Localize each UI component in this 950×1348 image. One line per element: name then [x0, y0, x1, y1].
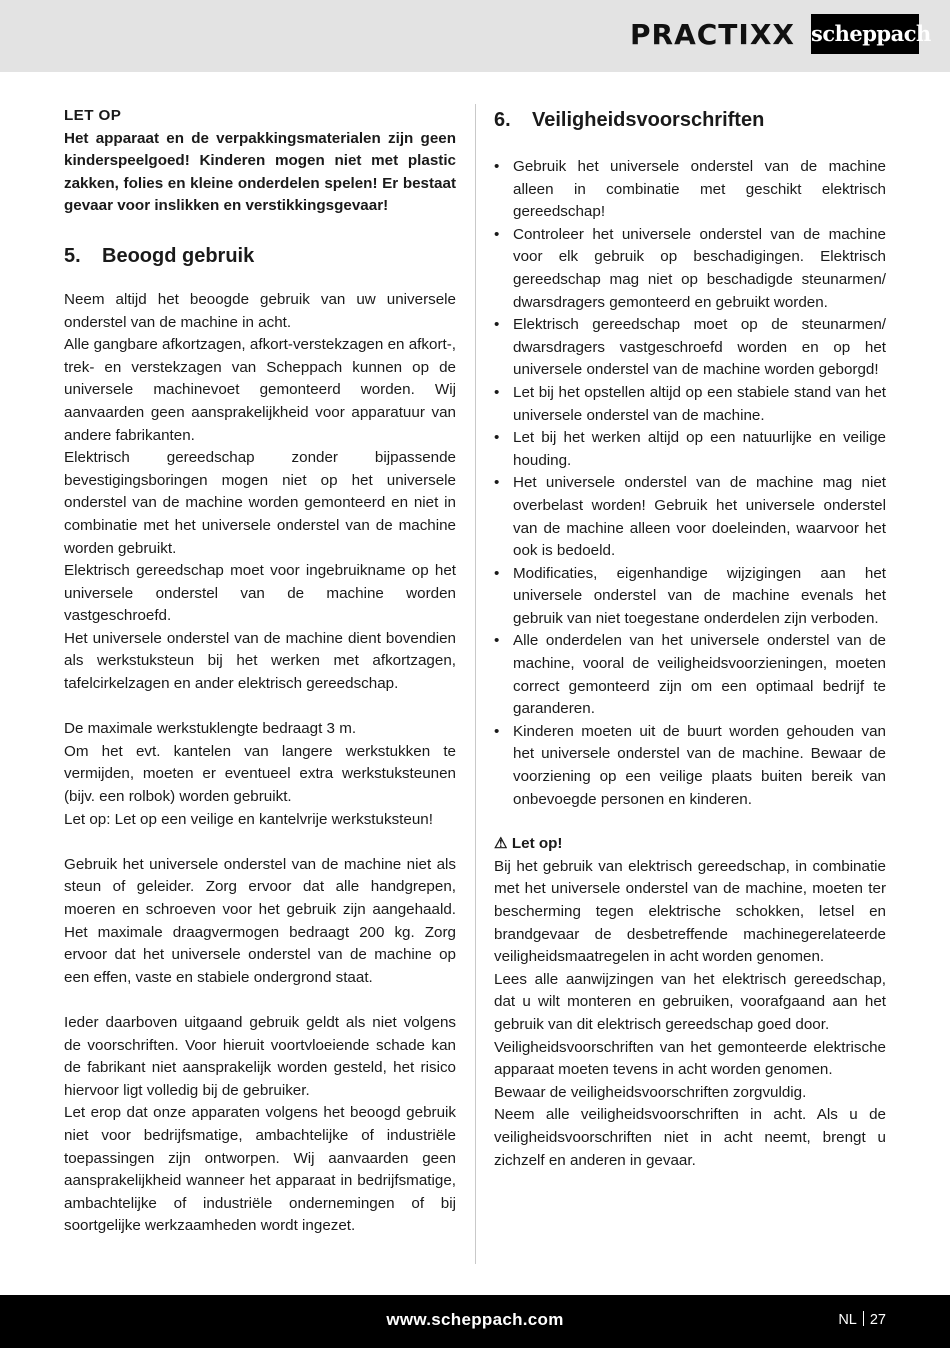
list-item: [494, 630, 886, 720]
page-footer: [0, 1295, 950, 1348]
bullet-icon: •: [494, 316, 500, 334]
left-column: [64, 105, 456, 1238]
paragraph: De maximale werkstuklengte bedraagt 3 m.: [64, 720, 357, 738]
language-code: NL: [838, 1312, 857, 1328]
section-number: 5.: [64, 244, 81, 267]
bullet-icon: •: [494, 225, 500, 243]
paragraph: Het universele onderstel van de machine dient bovendien als werkstuksteun bij het werken met afkortzagen, tafelcirkelzagen en ander elektrisch gereedschap.: [64, 629, 456, 693]
column-divider: [475, 104, 476, 1264]
list-item: [494, 721, 886, 811]
paragraph: Ieder daarboven uitgaand gebruik geldt als niet volgens de voorschriften. Voor hieruit voortvloeiende schade kan de fabrikant niet aansprakelijk worden gesteld, het risico hiervoor ligt volledig bij de gebruiker.: [64, 1013, 456, 1099]
list-item: [494, 563, 886, 631]
paragraph: Bewaar de veiligheidsvoorschriften zorgvuldig.: [494, 1083, 807, 1101]
paragraph: Lees alle aanwijzingen van het elektrisch gereedschap, dat u wilt monteren en gebruiken, voorafgaand aan het gebruik van dit elektrisch gereedschap goed door.: [494, 970, 886, 1033]
bullet-icon: •: [494, 564, 500, 582]
safety-bullet-list: [494, 156, 886, 811]
section-6-heading: [494, 107, 886, 133]
caution-title: Let op!: [511, 835, 563, 853]
bullet-icon: •: [494, 158, 500, 175]
list-item-text: Alle onderdelen van het universele onderstel van de machine, vooral de veiligheidsvoorzieningen, moeten correct gemonteerd zijn om een optimaal bedrijf te garanderen.: [513, 632, 886, 718]
page-number: 27: [869, 1312, 886, 1328]
paragraph: Om het evt. kantelen van langere werkstukken te vermijden, moeten er eventueel extra werkstuksteunen (bijv. een rolbok) worden gebruikt.: [64, 742, 456, 806]
section-title: Beoogd gebruik: [102, 244, 255, 267]
list-item-text: Let bij het werken altijd op een natuurlijke en veilige houding.: [513, 429, 886, 469]
list-item: [494, 427, 886, 472]
warning-triangle-icon: ⚠: [494, 835, 508, 853]
page-header: [0, 0, 950, 72]
list-item: [494, 382, 886, 427]
warning-text: Het apparaat en de verpakkingsmaterialen zijn geen kinderspeelgoed! Kinderen mogen niet met plastic zakken, folies en kleine onderdelen spelen! Er bestaat gevaar voor inslikken en verstikkingsgevaar!: [64, 129, 456, 215]
practixx-logo: PRACTIXX: [630, 18, 795, 51]
bullet-icon: •: [494, 632, 500, 650]
list-item-text: Modificaties, eigenhandige wijzigingen aan het universele onderstel van de machine evenals het gebruik van niet toegestane onderdelen zijn verboden.: [513, 564, 886, 627]
list-item: [494, 224, 886, 314]
separator: [863, 1311, 864, 1326]
paragraph: Veiligheidsvoorschriften van het gemonteerde elektrische apparaat moeten tevens in acht worden genomen.: [494, 1038, 886, 1079]
list-item: [494, 314, 886, 382]
list-item-text: Kinderen moeten uit de buurt worden gehouden van het universele onderstel van de machine. Bewaar de voorziening op een veilige plaats buiten bereik van onbevoegde personen en kinderen.: [513, 722, 886, 808]
list-item-text: Elektrisch gereedschap moet op de steunarmen/ dwarsdragers vastgeschroefd worden en op het universele onderstel van de machine worden geborgd!: [513, 316, 886, 379]
paragraph: Alle gangbare afkortzagen, afkort-verstekzagen en afkort-, trek- en verstekzagen van Scheppach kunnen op de universele machinevoet gemonteerd worden. Wij aanvaarden geen aansprakelijkheid voor apparatuur van andere fabrikanten.: [64, 336, 456, 444]
paragraph: Neem altijd het beoogde gebruik van uw universele onderstel van de machine in acht.: [64, 290, 456, 331]
warning-title: LET OP: [64, 107, 122, 124]
list-item: [494, 472, 886, 562]
caution-heading: [494, 833, 886, 856]
bullet-icon: •: [494, 383, 500, 401]
list-item-text: Controleer het universele onderstel van de machine voor elk gebruik op beschadigingen. Elektrisch gereedschap mag niet op beschadigde steunarmen/ dwarsdragers gemonteerd en gebruikt worden.: [513, 225, 886, 311]
bullet-icon: •: [494, 722, 500, 740]
list-item-text: Gebruik het universele onderstel van de machine alleen in combinatie met geschikt elektrisch gereedschap!: [513, 158, 886, 221]
right-column: [494, 105, 886, 1172]
paragraph: Let op: Let op een veilige en kantelvrije werkstuksteun!: [64, 810, 433, 828]
section-5-heading: [64, 243, 456, 269]
paragraph: Bij het gebruik van elektrisch gereedschap, in combinatie met het universele onderstel van de machine, moeten ter bescherming tegen elektrische schokken, letsel en brandgevaar de desbetreffende machinegerelateerde veiligheidsmaatregelen in acht worden genomen.: [494, 857, 886, 966]
page-info: [838, 1311, 886, 1328]
list-item-text: Let bij het opstellen altijd op een stabiele stand van het universele onderstel van de machine.: [513, 383, 886, 424]
website-link[interactable]: www.scheppach.com: [386, 1310, 564, 1329]
paragraph: Elektrisch gereedschap zonder bijpassende bevestigingsboringen mogen niet op het universele onderstel van de machine worden gemonteerd en niet in combinatie met het universele onderstel van de machine worden gebruikt.: [64, 449, 456, 557]
bullet-icon: •: [494, 429, 500, 447]
list-item: [494, 156, 886, 224]
list-item-text: Het universele onderstel van de machine mag niet overbelast worden! Gebruik het universele onderstel van de machine alleen voor doeleinden, waarvoor het ook is bedoeld.: [513, 474, 886, 560]
section-number: 6.: [494, 109, 511, 131]
section-title: Veiligheidsvoorschriften: [532, 109, 765, 131]
paragraph: Elektrisch gereedschap moet voor ingebruikname op het universele onderstel van de machine worden vastgeschroefd.: [64, 562, 456, 625]
bullet-icon: •: [494, 474, 500, 492]
paragraph: Let erop dat onze apparaten volgens het beoogd gebruik niet voor bedrijfsmatige, ambachtelijke of industriële toepassingen zijn ontworpen. Wij aanvaarden geen aansprakelijkheid wanneer het apparaat in bedrijfsmatige, ambachtelijke of industriële ondernemingen of bij soortgelijke werkzaamheden wordt ingezet.: [64, 1104, 456, 1235]
paragraph: Neem alle veiligheidsvoorschriften in acht. Als u de veiligheidsvoorschriften niet in acht neemt, brengt u zichzelf en anderen in gevaar.: [494, 1106, 886, 1169]
paragraph: Gebruik het universele onderstel van de machine niet als steun of geleider. Zorg ervoor dat alle handgrepen, moeren en schroeven voor het gebruik zijn aangehaald. Het maximale draagvermogen bedraagt 200 kg. Zorg ervoor dat het universele onderstel van de machine op een effen, vaste en stabiele ondergrond staat.: [64, 855, 456, 986]
scheppach-logo: scheppach: [811, 14, 919, 54]
